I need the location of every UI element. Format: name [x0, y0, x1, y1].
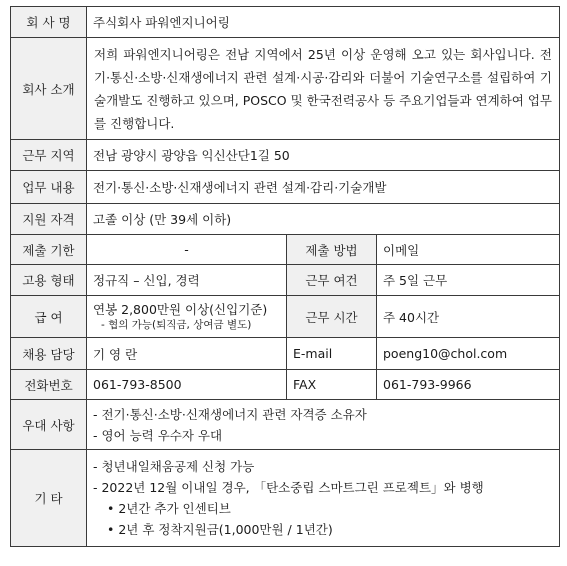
salary-value: 연봉 2,800만원 이상(신입기준)	[93, 302, 268, 317]
work-hours-label: 근무 시간	[287, 296, 377, 338]
employment-type-label: 고용 형태	[11, 265, 87, 296]
row-deadline	[11, 235, 560, 265]
contact-person-label: 채용 담당	[11, 338, 87, 370]
fax-value: 061-793-9966	[377, 370, 560, 400]
row-phone	[11, 370, 560, 400]
etc-subitem: • 2년 후 정착지원금(1,000만원 / 1년간)	[107, 522, 333, 537]
preference-cell	[87, 400, 560, 450]
salary-note: - 협의 가능(퇴직금, 상여금 별도)	[101, 319, 252, 331]
contact-person-value: 기 영 란	[87, 338, 287, 370]
company-name-label: 회 사 명	[11, 7, 87, 38]
row-company-name	[11, 7, 560, 38]
salary-label: 급 여	[11, 296, 87, 338]
row-employment	[11, 265, 560, 296]
etc-item: - 청년내일채움공제 신청 가능	[93, 459, 255, 474]
qualification-value: 고졸 이상 (만 39세 이하)	[87, 204, 560, 235]
work-location-label: 근무 지역	[11, 140, 87, 171]
deadline-value: -	[87, 235, 287, 265]
etc-subitem: • 2년간 추가 인센티브	[107, 501, 231, 516]
employment-type-value: 정규직 – 신입, 경력	[87, 265, 287, 296]
preference-item: - 영어 능력 우수자 우대	[93, 427, 223, 443]
company-name-value: 주식회사 파워엔지니어링	[87, 7, 560, 38]
job-duties-value: 전기·통신·소방·신재생에너지 관련 설계·감리·기술개발	[87, 171, 560, 204]
salary-cell	[87, 296, 287, 338]
row-preference	[11, 400, 560, 450]
submit-method-value: 이메일	[377, 235, 560, 265]
work-conditions-label: 근무 여건	[287, 265, 377, 296]
submit-method-label: 제출 방법	[287, 235, 377, 265]
etc-cell	[87, 450, 560, 547]
work-hours-value: 주 40시간	[377, 296, 560, 338]
work-conditions-value: 주 5일 근무	[377, 265, 560, 296]
preference-label: 우대 사항	[11, 400, 87, 450]
deadline-label: 제출 기한	[11, 235, 87, 265]
row-company-intro	[11, 38, 560, 140]
row-job-duties	[11, 171, 560, 204]
etc-item: - 2022년 12월 이내일 경우, 「탄소중립 스마트그린 프로젝트」와 병행	[93, 480, 484, 495]
email-value: poeng10@chol.com	[377, 338, 560, 370]
row-work-location	[11, 140, 560, 171]
fax-label: FAX	[287, 370, 377, 400]
company-intro-label: 회사 소개	[11, 38, 87, 140]
email-label: E-mail	[287, 338, 377, 370]
row-salary	[11, 296, 560, 338]
company-intro-value: 저희 파워엔지니어링은 전남 지역에서 25년 이상 운영해 오고 있는 회사입니다. 전기·통신·소방·신재생에너지 관련 설계·시공·감리와 더불어 기술연구소를 설립하여 기술개발도 진행하고 있으며, POSCO 및 한국전력공사 등 주요기업들과 연계하여 업무를 진행합니다.	[87, 38, 560, 140]
phone-label: 전화번호	[11, 370, 87, 400]
job-posting-sheet	[10, 6, 559, 547]
row-etc	[11, 450, 560, 547]
qualification-label: 지원 자격	[11, 204, 87, 235]
phone-value: 061-793-8500	[87, 370, 287, 400]
preference-item: - 전기·통신·소방·신재생에너지 관련 자격증 소유자	[93, 406, 367, 422]
work-location-value: 전남 광양시 광양읍 익신산단1길 50	[87, 140, 560, 171]
job-posting-table	[10, 6, 560, 547]
row-contact	[11, 338, 560, 370]
job-duties-label: 업무 내용	[11, 171, 87, 204]
row-qualification	[11, 204, 560, 235]
etc-label: 기 타	[11, 450, 87, 547]
